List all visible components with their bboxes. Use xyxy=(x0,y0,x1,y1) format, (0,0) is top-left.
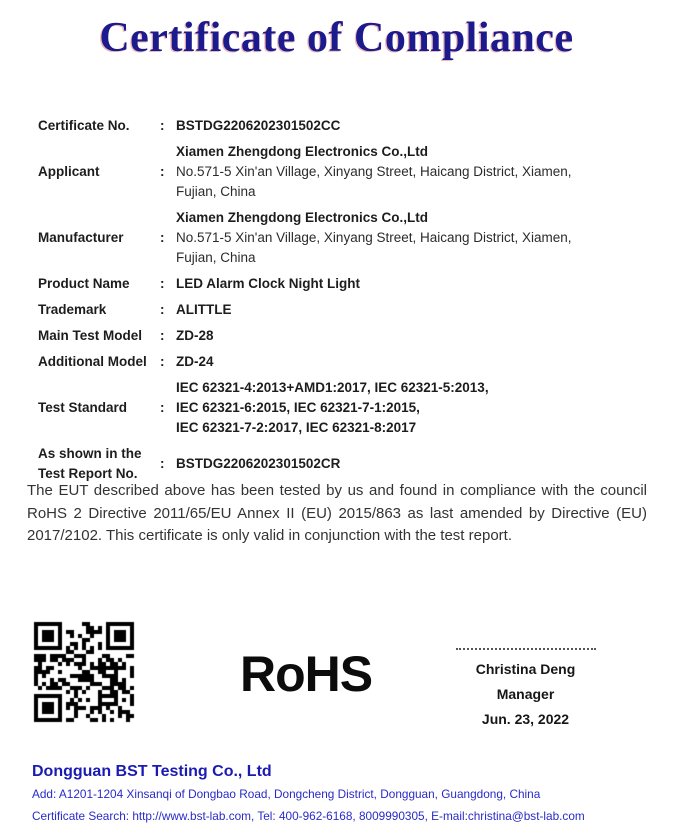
field-colon: : xyxy=(160,276,165,291)
qr-code-icon xyxy=(33,621,136,725)
field-value: BSTDG2206202301502CR xyxy=(176,456,341,471)
field-row xyxy=(38,326,647,346)
field-value: Xiamen Zhengdong Electronics Co.,Ltd No.571-5 Xin'an Village, Xinyang Street, Haicang District, Xiamen, Fujian, China xyxy=(176,210,572,265)
field-colon: : xyxy=(160,164,165,179)
field-row xyxy=(38,274,647,294)
certificate-fields xyxy=(38,116,647,490)
field-colon: : xyxy=(160,400,165,415)
field-row xyxy=(38,444,647,484)
certificate-title: Certificate of Compliance xyxy=(99,15,574,61)
field-colon: : xyxy=(160,456,165,471)
field-row xyxy=(38,208,647,268)
field-value: IEC 62321-4:2013+AMD1:2017, IEC 62321-5:2013, IEC 62321-6:2015, IEC 62321-7-1:2015, IEC 62321-7-2:2017, IEC 62321-8:2017 xyxy=(176,380,489,435)
field-label: As shown in the Test Report No. xyxy=(38,446,142,481)
field-label: Test Standard xyxy=(38,400,128,415)
signature-block xyxy=(438,648,613,732)
field-value: ZD-24 xyxy=(176,354,214,369)
footer xyxy=(32,761,653,827)
field-row xyxy=(38,378,647,438)
field-label: Applicant xyxy=(38,164,100,179)
field-value: BSTDG2206202301502CC xyxy=(176,118,341,133)
lab-company-name: Dongguan BST Testing Co., Ltd xyxy=(32,763,272,780)
field-colon: : xyxy=(160,328,165,343)
field-colon: : xyxy=(160,302,165,317)
field-row xyxy=(38,142,647,202)
rohs-logo: RoHS xyxy=(240,646,373,702)
field-label: Trademark xyxy=(38,302,107,317)
field-value: ZD-28 xyxy=(176,328,214,343)
field-colon: : xyxy=(160,118,165,133)
field-row xyxy=(38,352,647,372)
compliance-statement: The EUT described above has been tested by us and found in compliance with the council RoHS 2 Directive 2011/65/EU Annex II (EU) 2015/863 as last amended by Directive (EU) 2017/2102. This certificate is only valid in conjunction with the test report. xyxy=(27,482,647,544)
field-value: ALITTLE xyxy=(176,302,232,317)
signature-date: Jun. 23, 2022 xyxy=(481,711,570,727)
field-colon: : xyxy=(160,354,165,369)
field-label: Main Test Model xyxy=(38,328,143,343)
field-colon: : xyxy=(160,230,165,245)
signature-dotted-line xyxy=(456,648,596,650)
field-value: Xiamen Zhengdong Electronics Co.,Ltd No.571-5 Xin'an Village, Xinyang Street, Haicang District, Xiamen, Fujian, China xyxy=(176,144,572,199)
field-label: Product Name xyxy=(38,276,130,291)
lab-address: Add: A1201-1204 Xinsanqi of Dongbao Road, Dongcheng District, Dongguan, Guangdong, China xyxy=(32,787,541,801)
field-row xyxy=(38,300,647,320)
signatory-role: Manager xyxy=(496,686,555,702)
field-row xyxy=(38,116,647,136)
field-label: Additional Model xyxy=(38,354,147,369)
lab-contact: Certificate Search: http://www.bst-lab.com, Tel: 400-962-6168, 8009990305, E-mail:christina@bst-lab.com xyxy=(32,809,585,823)
signatory-name: Christina Deng xyxy=(475,661,576,677)
field-value: LED Alarm Clock Night Light xyxy=(176,276,361,291)
field-label: Certificate No. xyxy=(38,118,130,133)
field-label: Manufacturer xyxy=(38,230,124,245)
qr-code xyxy=(33,621,136,725)
